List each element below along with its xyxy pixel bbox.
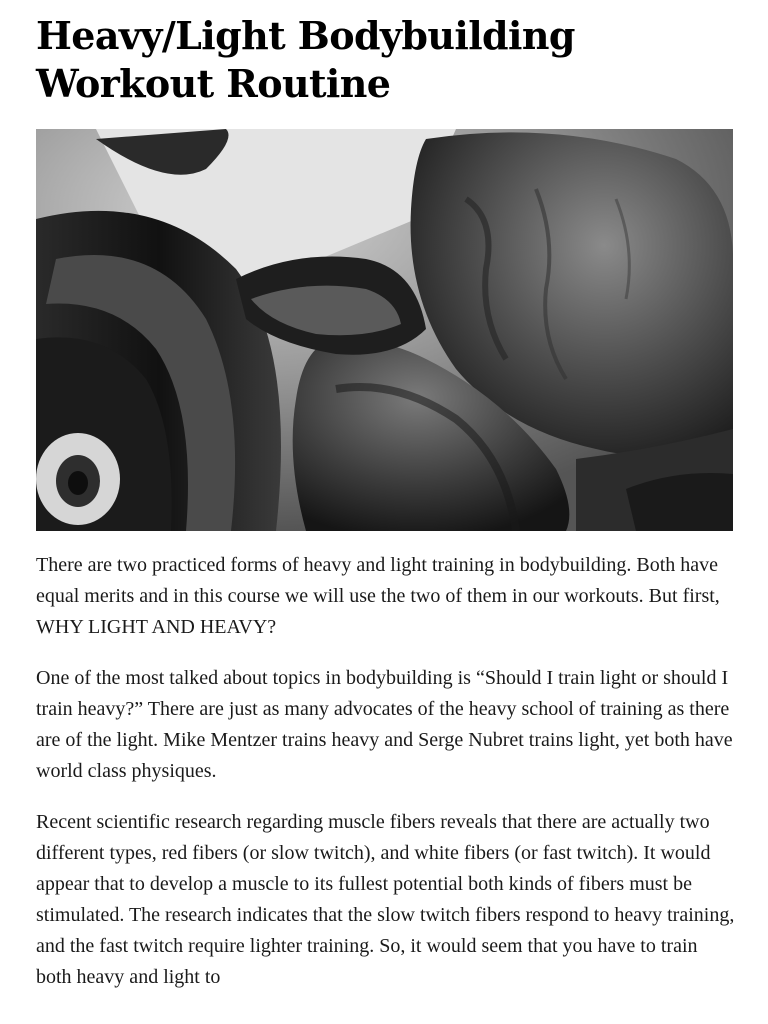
paragraph: There are two practiced forms of heavy and light training in bodybuilding. Both have equal merits and in this course we will use the two of them in our workouts. But first, WHY LIGHT AND HEAVY? [36,554,720,638]
title-line-1: Heavy/Light Bodybuilding [36,13,575,58]
hero-image-bicep-dumbbell [36,129,733,531]
article [36,0,736,988]
article-title [36,12,736,108]
title-line-2: Workout Routine [36,61,391,106]
paragraph: Recent scientific research regarding muscle fibers reveals that there are actually two different types, red fibers (or slow twitch), and white fibers (or fast twitch). It would appear that to develop a muscle to its fullest potential both kinds of fibers must be stimulated. The research indicates that the slow twitch fibers respond to heavy training, and the fast twitch require lighter training. So, it would seem that you have to train both heavy and light to [36,811,735,988]
article-body [36,550,736,1013]
paragraph: One of the most talked about topics in bodybuilding is “Should I train light or should I train heavy?” There are just as many advocates of the heavy school of training as there are of the light. Mike Mentzer trains heavy and Serge Nubret trains light, yet both have world class physiques. [36,667,733,782]
